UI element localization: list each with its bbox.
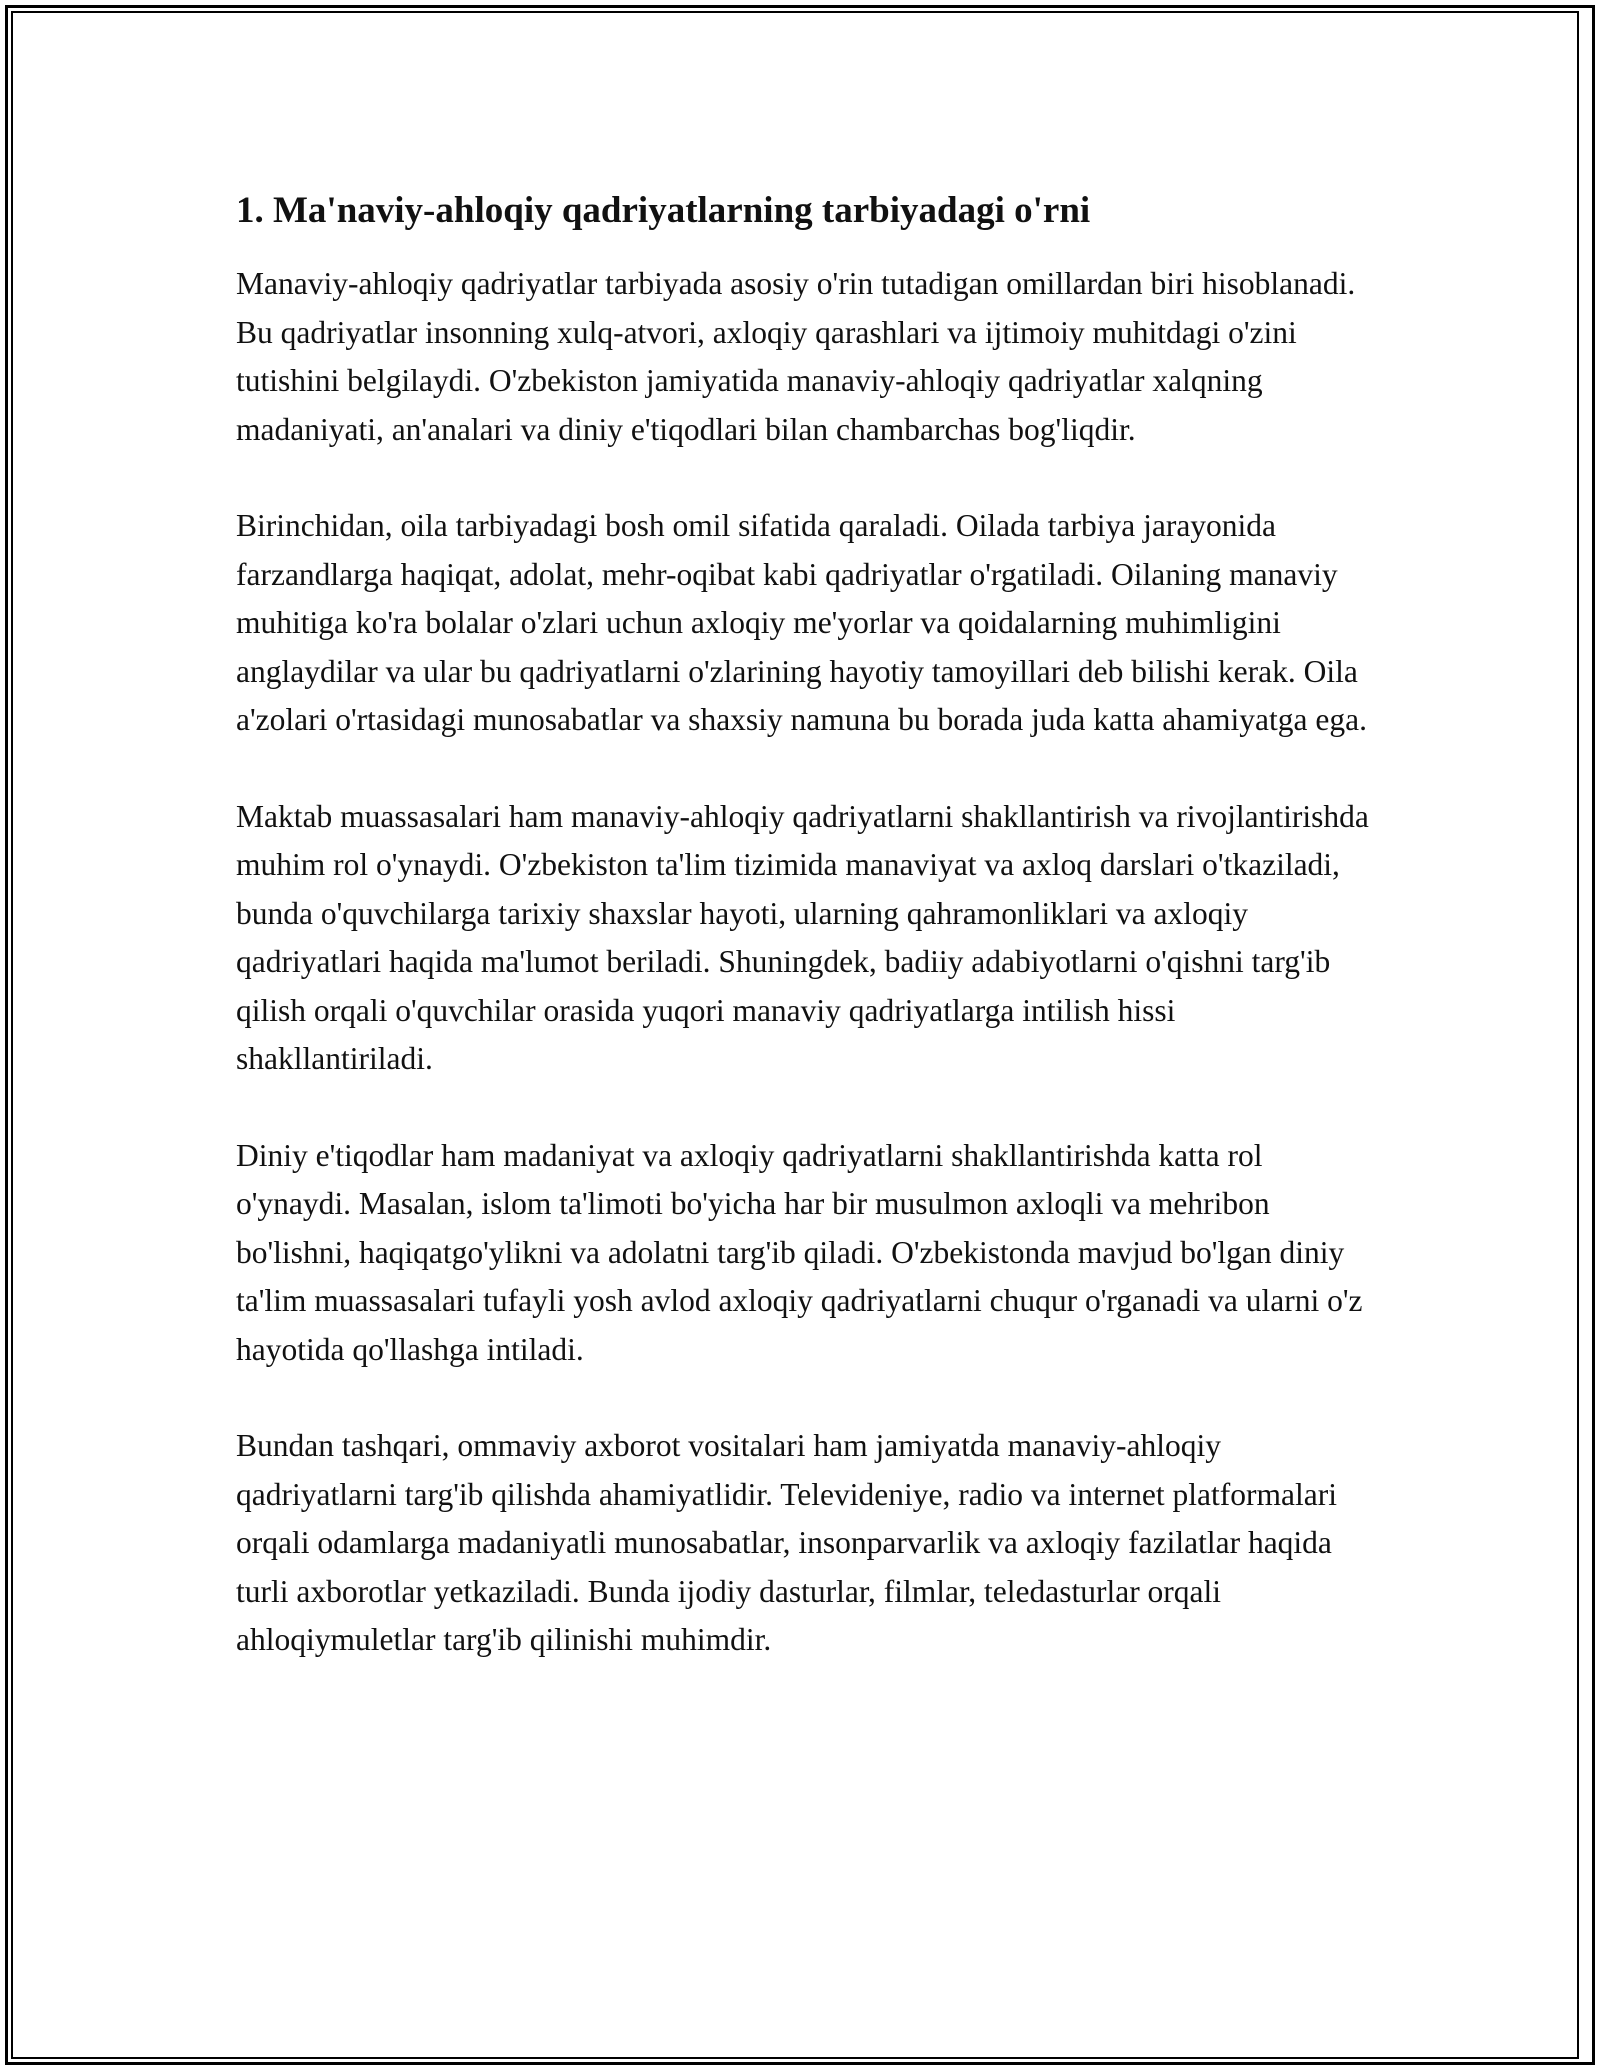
- paragraph-4: Diniy e'tiqodlar ham madaniyat va axloqiy qadriyatlarni shakllantirishda katta rol o'ynaydi. Masalan, islom ta'limoti bo'yicha har bir musulmon axloqli va mehribon bo'lishni, haqiqatgo'ylikni va adolatni targ'ib qiladi. O'zbekistonda mavjud bo'lgan diniy ta'lim muassasalari tufayli yosh avlod axloqiy qadriyatlarni chuqur o'rganadi va ularni o'z hayotida qo'llashga intiladi.: [236, 1137, 1363, 1367]
- paragraph-2: Birinchidan, oila tarbiyadagi bosh omil sifatida qaraladi. Oilada tarbiya jarayonida farzandlarga haqiqat, adolat, mehr-oqibat kabi qadriyatlar o'rgatiladi. Oilaning manaviy muhitiga ko'ra bolalar o'zlari uchun axloqiy me'yorlar va qoidalarning muhimligini anglaydilar va ular bu qadriyatlarni o'zlarining hayotiy tamoyillari deb bilishi kerak. Oila a'zolari o'rtasidagi munosabatlar va shaxsiy namuna bu borada juda katta ahamiyatga ega.: [236, 508, 1367, 737]
- paragraph-1: Manaviy-ahloqiy qadriyatlar tarbiyada asosiy o'rin tutadigan omillardan biri hisoblanadi. Bu qadriyatlar insonning xulq-atvori, axloqiy qarashlari va ijtimoiy muhitdagi o'zini tutishini belgilaydi. O'zbekiston jamiyatida manaviy-ahloqiy qadriyatlar xalqning madaniyati, an'analari va diniy e'tiqodlari bilan chambarchas bog'liqdir.: [236, 266, 1356, 447]
- paragraph-3: Maktab muassasalari ham manaviy-ahloqiy qadriyatlarni shakllantirish va rivojlantirishda muhim rol o'ynaydi. O'zbekiston ta'lim tizimida manaviyat va axloq darslari o'tkaziladi, bunda o'quvchilarga tarixiy shaxslar hayoti, ularning qahramonliklari va axloqiy qadriyatlari haqida ma'lumot beriladi. Shuningdek, badiiy adabiyotlarni o'qishni targ'ib qilish orqali o'quvchilar orasida yuqori manaviy qadriyatlarga intilish hissi shakllantiriladi.: [236, 798, 1369, 1076]
- section-heading: 1. Ma'naviy-ahloqiy qadriyatlarning tarbiyadagi o'rni: [236, 190, 1091, 231]
- document-body: [236, 186, 1376, 1713]
- paragraph-5: Bundan tashqari, ommaviy axborot vositalari ham jamiyatda manaviy-ahloqiy qadriyatlarni targ'ib qilishda ahamiyatlidir. Televideniye, radio va internet platformalari orqali odamlarga madaniyatli munosabatlar, insonparvarlik va axloqiy fazilatlar haqida turli axborotlar yetkaziladi. Bunda ijodiy dasturlar, filmlar, teledasturlar orqali ahloqiymuletlar targ'ib qilinishi muhimdir.: [236, 1428, 1337, 1657]
